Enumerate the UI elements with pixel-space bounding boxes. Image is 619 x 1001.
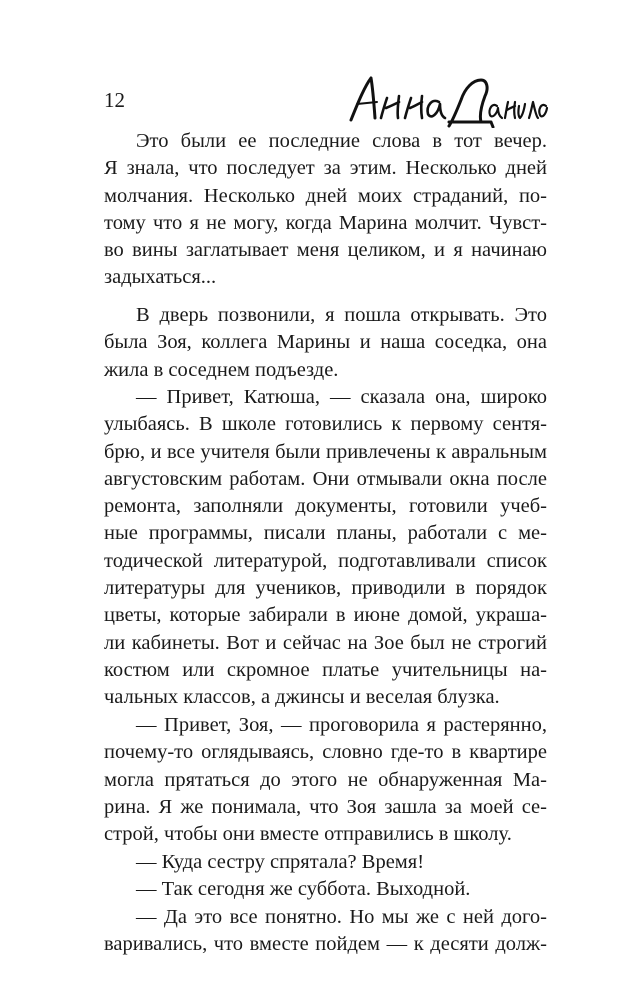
text-line: задыхаться...	[104, 266, 217, 289]
text-line: Я знала, что последует за этим. Несколько дней	[104, 157, 547, 180]
text-line: августовским работам. Они отмывали окна после	[104, 467, 547, 490]
text-line: тодической литературой, подготавливали список	[104, 549, 547, 572]
text-line: была Зоя, коллега Марины и наша соседка, она	[104, 331, 547, 354]
text-line: молчания. Несколько дней моих страданий, по-	[104, 184, 547, 207]
text-line: улыбаясь. В школе готовились к первому сентя-	[104, 413, 547, 436]
paragraph-2	[104, 302, 547, 384]
text-line: чальных классов, а джинсы и веселая блузка.	[104, 686, 500, 709]
text-line: — Привет, Зоя, — проговорила я растерянно,	[136, 714, 547, 736]
author-signature-script-icon	[345, 70, 550, 128]
text-line: — Так сегодня же суббота. Выходной.	[136, 878, 471, 900]
text-line: — Привет, Катюша, — сказала она, широко	[136, 386, 547, 408]
paragraph-7	[104, 904, 547, 959]
paragraph-5	[104, 849, 547, 876]
text-line: брю, и все учителя были привлечены к авральным	[104, 440, 547, 463]
text-line: ные программы, писали планы, работали с ме-	[104, 522, 547, 545]
text-line: рина. Я же понимала, что Зоя зашла за моей се-	[104, 795, 547, 818]
text-line: могла прятаться до этого не обнаруженная Ма-	[104, 768, 547, 791]
text-line: ли кабинеты. Вот и сейчас на Зое был не строгий	[104, 631, 547, 654]
author-signature	[345, 70, 550, 128]
page-number: 12	[104, 88, 125, 112]
text-line: строй, чтобы они вместе отправились в школу.	[104, 823, 512, 846]
text-line: почему-то оглядываясь, словно где-то в квартире	[104, 741, 547, 764]
text-line: жила в соседнем подъезде.	[104, 358, 339, 381]
text-line: костюм или скромное платье учительницы на-	[104, 658, 547, 681]
paragraph-6	[104, 876, 547, 903]
paragraph-3	[104, 384, 547, 712]
text-line: варивались, что вместе пойдем — к десяти долж-	[104, 933, 547, 956]
text-line: — Да это все понятно. Но мы же с ней дого-	[136, 906, 547, 928]
text-line: — Куда сестру спрятала? Время!	[136, 851, 425, 873]
text-line: ремонта, заполняли документы, готовили учеб-	[104, 495, 547, 518]
text-line: В дверь позвонили, я пошла открывать. Это	[136, 304, 547, 326]
paragraph-1	[104, 128, 547, 292]
paragraph-4	[104, 712, 547, 848]
text-line: литературы для учеников, приводили в порядок	[104, 577, 547, 600]
text-line: тому что я не могу, когда Марина молчит. Чувст-	[104, 211, 547, 234]
text-line: во вины заглатывает меня целиком, и я начинаю	[104, 239, 547, 262]
text-line: Это были ее последние слова в тот вечер.	[136, 130, 547, 152]
text-line: цветы, которые забирали в июне домой, украша-	[104, 604, 547, 627]
